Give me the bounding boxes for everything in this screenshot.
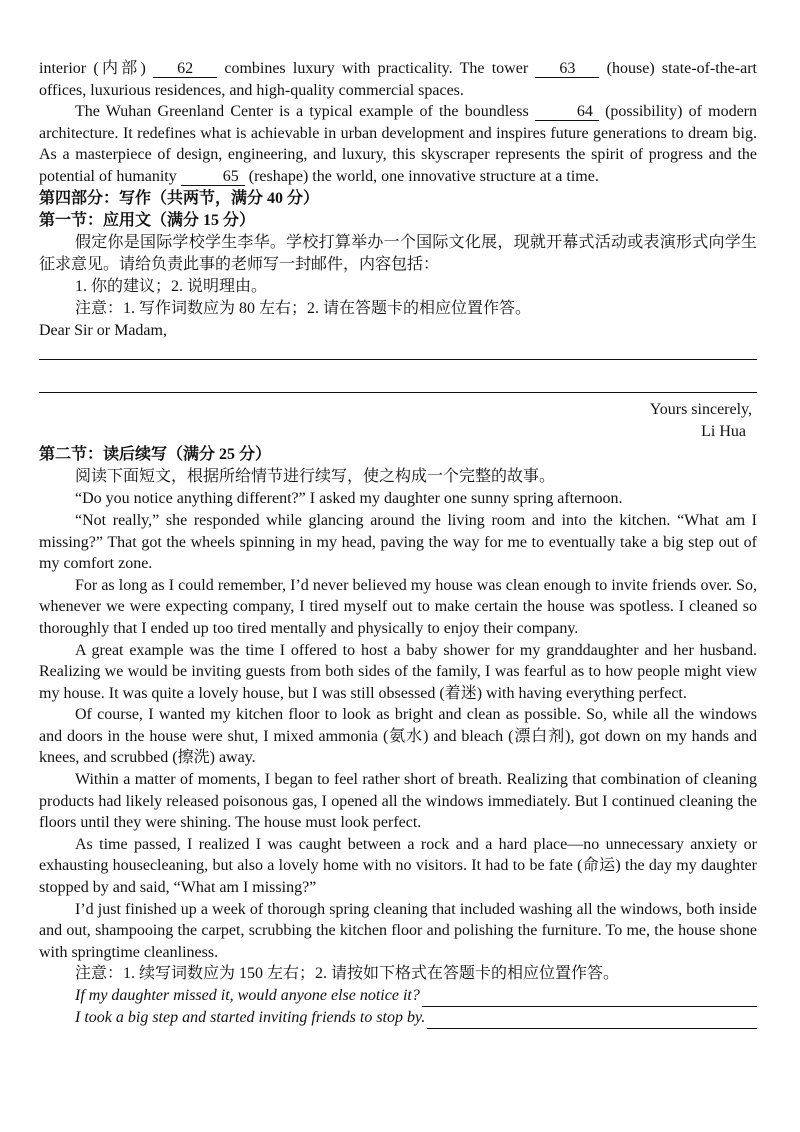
story-paragraph-6: Within a matter of moments, I began to feel rather short of breath. Realizing that combination of cleaning products had likely released poisonous gas, I opened all the windows immediately. But I continued cleaning the floors until they were shining. The house must look perfect. bbox=[39, 771, 757, 832]
passage-text: combines luxury with practicality. The tower bbox=[217, 60, 536, 77]
closing: Yours sincerely, bbox=[649, 401, 752, 419]
passage-text: (possibility) of modern architecture. It redefines what is achievable in urban development and inspires future generations to dream big. As a masterpiece of design, engineering, and luxury, this skyscraper represents the spirit of progress and the potential of humanity bbox=[39, 103, 757, 185]
blank-63: 63 bbox=[535, 60, 599, 78]
answer-line bbox=[39, 343, 757, 360]
section2-task: 阅读下面短文，根据所给情节进行续写，使之构成一个完整的故事。 bbox=[75, 468, 556, 486]
continuation-prompt-1 bbox=[39, 985, 757, 1007]
signature: Li Hua bbox=[701, 422, 746, 440]
prompt-text-1: If my daughter missed it, would anyone else notice it? bbox=[75, 987, 420, 1005]
story-paragraph-5: Of course, I wanted my kitchen floor to look as bright and clean as possible. So, while all the windows and doors in the house were shut, I mixed ammonia (氨水) and bleach (漂白剂), got down on my hands and knees, and scrubbed (擦洗) away. bbox=[39, 706, 757, 767]
section1-task: 假定你是国际学校学生李华。学校打算举办一个国际文化展，现就开幕式活动或表演形式向学生征求意见。请给负责此事的老师写一封邮件，内容包括： bbox=[39, 233, 757, 273]
continuation-prompt-2 bbox=[39, 1007, 757, 1029]
story-paragraph-3: For as long as I could remember, I’d never believed my house was clean enough to invite friends over. So, whenever we were expecting company, I tired myself out to make certain the house was spotless. I cleaned so thoroughly that I ended up too tired mentally and physically to enjoy their company. bbox=[39, 576, 757, 637]
story-paragraph-4: A great example was the time I offered to host a baby shower for my granddaughter and her husband. Realizing we would be inviting guests from both sides of the family, I was fearful as to how people might view my house. It was quite a lovely house, but I was still obsessed (着迷) with having everything perfect. bbox=[39, 641, 757, 702]
exam-page bbox=[39, 58, 757, 1029]
story-paragraph-1: “Do you notice anything different?” I asked my daughter one sunny spring afternoon. bbox=[75, 490, 623, 508]
section1-title: 第一节：应用文（满分 15 分） bbox=[39, 211, 256, 229]
answer-line bbox=[39, 376, 757, 393]
salutation: Dear Sir or Madam, bbox=[39, 321, 167, 339]
story-paragraph-2: “Not really,” she responded while glancing around the living room and into the kitchen. “What am I missing?” That got the wheels spinning in my head, paving the way for me to eventually take a big step out of my comfort zone. bbox=[39, 511, 757, 573]
answer-line bbox=[427, 1013, 757, 1029]
prompt-text-2: I took a big step and started inviting friends to stop by. bbox=[75, 1009, 426, 1026]
blank-65: 65 bbox=[181, 168, 245, 186]
passage-text: (house) state-of-the-art offices, luxurious residences, and high-quality commercial spaces. bbox=[39, 60, 757, 99]
passage-text: (reshape) the world, one innovative structure at a time. bbox=[244, 167, 599, 185]
section1-points: 1. 你的建议；2. 说明理由。 bbox=[75, 277, 268, 295]
story-paragraph-8: I’d just finished up a week of thorough spring cleaning that included washing all the windows, both inside and out, shampooing the carpet, scrubbing the kitchen floor and polishing the furniture. To me, the house shone with springtime cleanliness. bbox=[39, 900, 757, 961]
passage-text: interior (内部) bbox=[39, 60, 154, 77]
blank-64: 64 bbox=[535, 103, 599, 121]
signoff bbox=[39, 399, 757, 442]
part4-title: 第四部分：写作（共两节，满分 40 分） bbox=[39, 189, 320, 207]
passage-text: The Wuhan Greenland Center is a typical example of the boundless bbox=[75, 103, 535, 121]
section2-title: 第二节：读后续写（满分 25 分） bbox=[39, 446, 272, 464]
passage-paragraph-1 bbox=[39, 58, 757, 101]
blank-62: 62 bbox=[153, 60, 217, 78]
section2-note: 注意：1. 续写词数应为 150 左右；2. 请按如下格式在答题卡的相应位置作答。 bbox=[75, 965, 620, 983]
answer-line bbox=[422, 991, 757, 1007]
section1-note: 注意：1. 写作词数应为 80 左右；2. 请在答题卡的相应位置作答。 bbox=[75, 299, 532, 317]
passage-paragraph-2 bbox=[39, 101, 757, 187]
story-paragraph-7: As time passed, I realized I was caught between a rock and a hard place—no unnecessary anxiety or exhausting housecleaning, but also a lovely home with no visitors. It had to be fate (命运) the day my daughter stopped by and said, “What am I missing?” bbox=[39, 835, 757, 897]
